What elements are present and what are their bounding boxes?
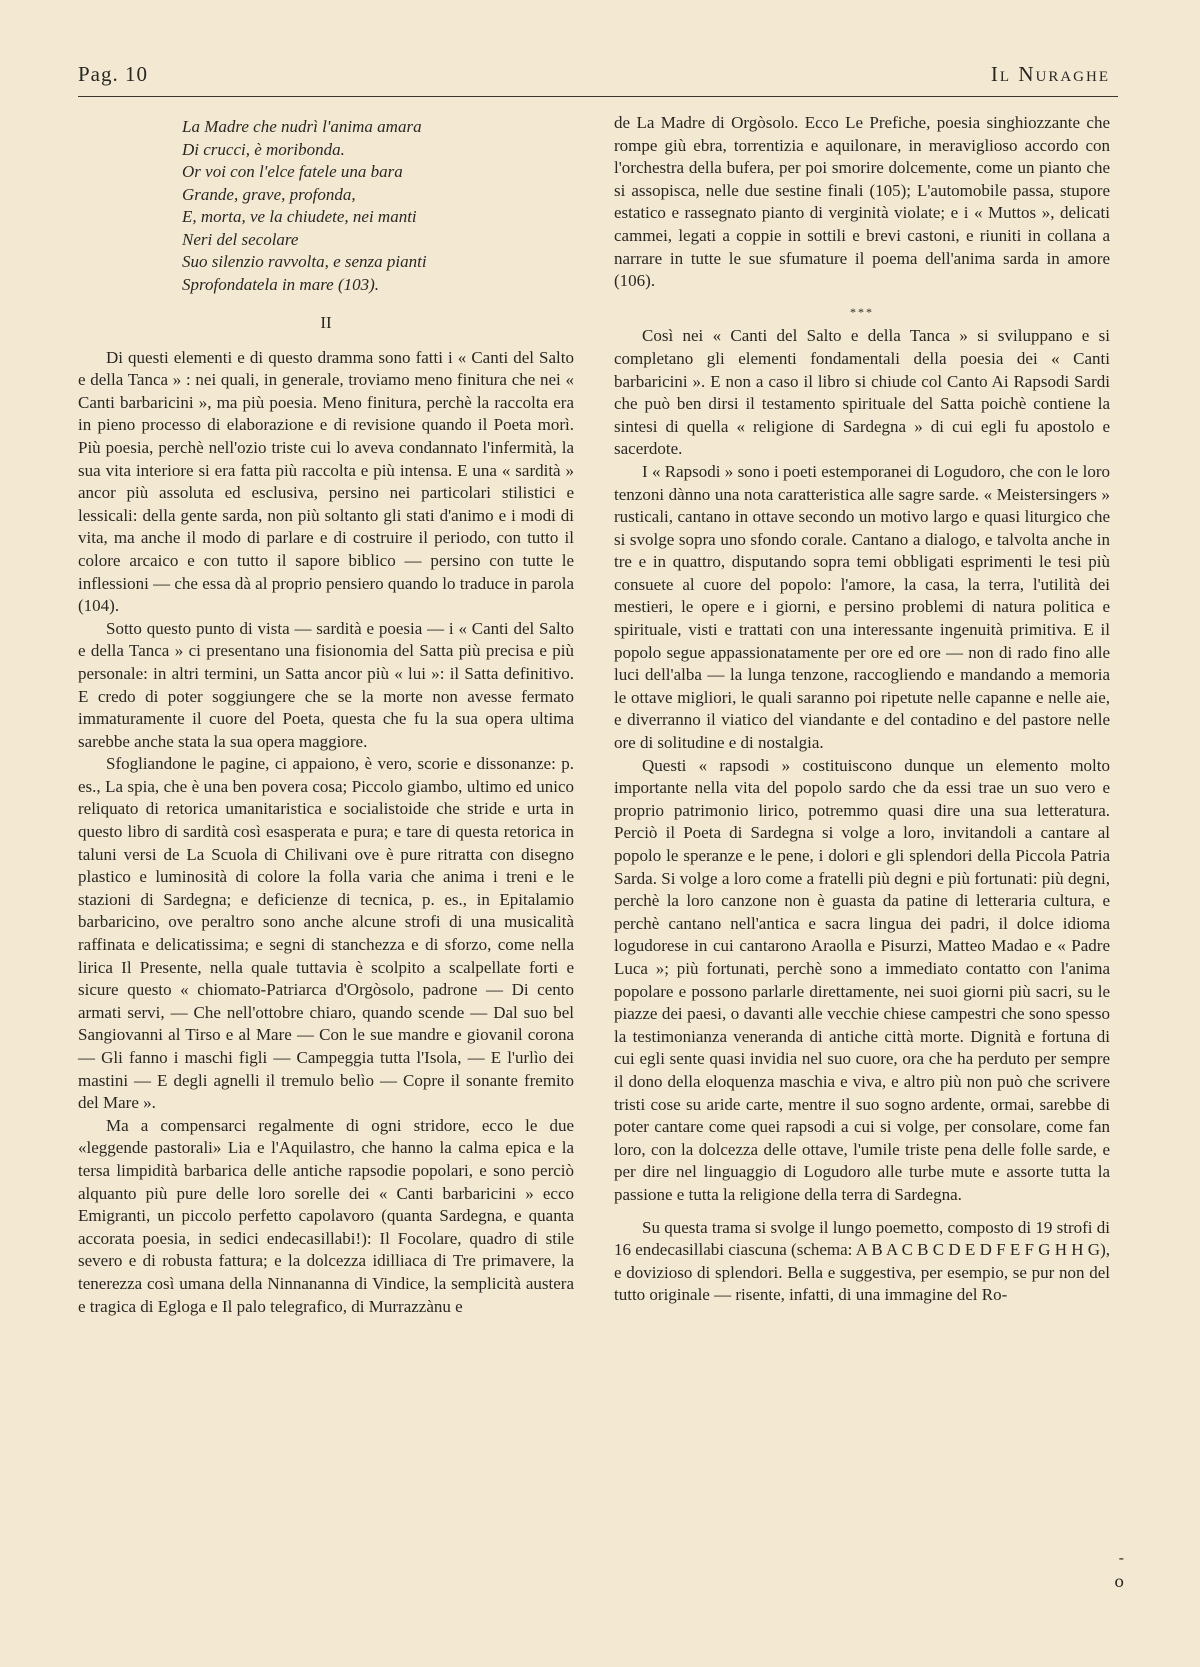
paragraph: I « Rapsodi » sono i poeti estemporanei di Logudoro, che con le loro tenzoni dànno una nota caratteristica alle sagre sarde. « Meistersingers » rusticali, cantano in ottave secondo un motivo largo e quasi liturgico che si svolge sopra uno sfondo corale. Cantano a dialogo, e talvolta anche in tre e in quattro, disputando sopra temi obbligati esprimenti le tesi più consuete al cuore del popolo: l'amore, la casa, la terra, l'utilità dei mestieri, le opere e i giorni, e persino problemi di natura politica e spirituale, visti e trattati con una interessante ingenuità primitiva. E il popolo segue appassionatamente per ore ed ore — non di rado fino alle luci dell'alba — la lunga tenzone, raccogliendo e mandando a memoria le ottave migliori, le quali saranno poi ripetute nelle capanne e nelle aie, e diverranno il viatico del viandante e del contadino e del pastore nelle ore di solitudine e di nostalgia.	[614, 461, 1110, 753]
verse-line: Or voi con l'elce fatele una bara	[182, 162, 403, 181]
verse-quote	[182, 116, 574, 296]
left-column	[78, 112, 574, 1318]
margin-mark: -	[1118, 1548, 1124, 1567]
paragraph: Questi « rapsodi » costituiscono dunque un elemento molto importante nella vita del popolo sardo che da essi trae un suo vero e proprio patrimonio lirico, potremmo quasi dire una sua letteratura. Perciò il Poeta di Sardegna si volge a loro, invitandoli a cantare al popolo le speranze e le pene, i dolori e gli splendori della Piccola Patria Sarda. Si volge a loro come a fratelli più degni e più fortunati: più degni, perchè la loro canzone non è guasta da patine di letteraria cultura, e perchè cantano nell'antica e sacra lingua dei padri, il dolce idioma logudorese in cui cantarono Araolla e Pisurzi, Matteo Madao e « Padre Luca »; più fortunati, perchè sono a immediato contatto con l'anima popolare e possono parlarle direttamente, nei suoi giorni più sacri, su le piazze dei paesi, o davanti alle vecchie chiese campestri che sono spesso la testimonianza veneranda di antiche città morte. Dignità e fortuna di cui egli sente quasi invidia nel suo cuore, ora che ha perduto per sempre il dono della eloquenza maschia e viva, e altro più non può che scrivere tristi cose su aride carte, mentre il suo sogno ardente, ormai, sarebbe di poter cantare come quei rapsodi a cui si volge, per consolare, come fan loro, con la dolcezza delle ottave, l'umile triste pena delle folle sarde, e per dire nel linguaggio di Logudoro alle turbe mute e assorte tutta la passione e tutta la religione della terra di Sardegna.	[614, 755, 1110, 1204]
section-heading: II	[320, 313, 332, 332]
paragraph: Sfogliandone le pagine, ci appaiono, è vero, scorie e dissonanze: p. es., La spia, che è una ben povera cosa; Piccolo giambo, ultimo ed unico reliquato di retorica umanitaristica e socialistoide che stride e urta in questo libro di sardità così esasperata e pura; e tare di questa retorica in taluni versi de La Scuola di Chilivani ove è pure ritratta con disegno plastico e luminosità di colore la folla varia che anima i treni e le stazioni di Sardegna; e deficienze di tecnica, p. es., in Epitalamio barbaricino, ove peraltro sono anche alcune strofi di una musicalità raffinata e delicatissima; e segni di stanchezza e di sforzo, come nella lirica Il Presente, nella quale tuttavia è scolpito a scalpellate forti e sicure questo « chiomato-Patriarca d'Orgòsolo, padrone — Di cento armati servi, — Che nell'ottobre chiaro, quando scende — Dal suo bel Sangiovanni al Tirso e al Mare — Con le sue mandre e giovanil corona — Gli fanno i maschi figli — Campeggia tutta l'Isola, — E l'urlìo dei mastini — E degli agnelli il tremulo belìo — Copre il sonante fremito del Mare ».	[78, 754, 574, 1113]
paragraph: Così nei « Canti del Salto e della Tanca » si sviluppano e si completano gli elementi fondamentali della poesia dei « Canti barbaricini ». E non a caso il libro si chiude col Canto Ai Rapsodi Sardi che può ben dirsi il testamento spirituale del Satta poichè contiene la sintesi di quella « religione di Sardegna » di cui egli fu apostolo e sacerdote.	[614, 326, 1110, 459]
running-header	[78, 62, 1110, 87]
verse-line: Sprofondatela in mare (103).	[182, 274, 380, 294]
verse-line: Suo silenzio ravvolta, e senza pianti	[182, 252, 427, 271]
verse-line: Di crucci, è moribonda.	[182, 139, 345, 159]
verse-line: La Madre che nudrì l'anima amara	[182, 117, 422, 136]
header-rule	[78, 96, 1118, 97]
paragraph-gap	[614, 1207, 1110, 1217]
paragraph: Di questi elementi e di questo dramma sono fatti i « Canti del Salto e della Tanca » : nei quali, in generale, troviamo meno finitura che nei « Canti barbaricini », ma più poesia. Meno finitura, perchè la raccolta era in pieno processo di elaborazione e di revisione quando il Poeta morì. Più poesia, perchè nell'ozio triste cui lo aveva condannato l'infermità, la sua vita interiore si era fatta più raccolta e più intensa. E una « sardità » ancor più assoluta ed esclusiva, persino nei particolari stilistici e lessicali: della gente sarda, non più soltanto gli stati d'animo e i modi di vita, ma anche il modo di parlare e di costruire il periodo, con tutto il colore arcaico e con tutto il sapore biblico — persino con tutte le inflessioni — che essa dà al proprio pensiero quando lo traduce in parola (104).	[78, 347, 574, 616]
page-number: Pag. 10	[78, 62, 148, 86]
verse-line: Neri del secolare	[182, 229, 299, 249]
margin-mark: o	[1114, 1572, 1124, 1591]
right-column	[614, 112, 1110, 1307]
paragraph: Su questa trama si svolge il lungo poemetto, composto di 19 strofi di 16 endecasillabi ciascuna (schema: A B A C B C D E D F E F G H H G), e dovizioso di splendori. Bella e suggestiva, per esempio, se pur non del tutto originale — risente, infatti, di una immagine del Ro-	[614, 1217, 1110, 1305]
paragraph: Sotto questo punto di vista — sardità e poesia — i « Canti del Salto e della Tanca » ci presentano una fisionomia del Satta più precisa e più personale: in altri termini, un Satta ancor più « lui »: il Satta definitivo. E credo di poter soggiungere che se la morte non avesse fermato immaturamente il cuore del Poeta, questa che fu la sua opera ultima sarebbe anche stata la sua opera maggiore.	[78, 618, 574, 751]
paragraph: de La Madre di Orgòsolo. Ecco Le Prefiche, poesia singhiozzante che rompe giù ebra, torrentizia e aquilonare, in meraviglioso accordo con l'orchestra della bufera, per poi smorire dolcemente, come un pianto che si assopisca, nelle due sestine finali (105); L'automobile passa, stupore estatico e rassegnato pianto di verginità violate; e i « Muttos », delicati cammei, legati a coppie in sottili e brevi castoni, e riuniti in collana a narrare in tutte le sue sfumature il poema dell'anima sarda in amore (106).	[614, 113, 1110, 291]
verse-line: Grande, grave, profonda,	[182, 184, 356, 204]
paragraph: Ma a compensarci regalmente di ogni stridore, ecco le due «leggende pastorali» Lia e l'Aquilastro, che hanno la calma epica e la tersa limpidità barbarica delle antiche rapsodie popolari, e sono perciò alquanto più pure delle loro sorelle dei « Canti barbaricini » ecco Emigranti, un piccolo perfetto capolavoro (quanta Sardegna, e quanta accorata poesia, in sedici endecasillabi!): Il Focolare, quadro di stile severo e di robusta fattura; e la dolcezza idilliaca di Tre primavere, la tenerezza così umana della Ninnananna di Vindice, la semplicità austera e tragica di Egloga e Il palo telegrafico, di Murrazzànu e	[78, 1115, 574, 1316]
section-separator: ***	[850, 304, 874, 319]
journal-title: Il Nuraghe	[990, 62, 1110, 86]
verse-line: E, morta, ve la chiudete, nei manti	[182, 207, 417, 226]
